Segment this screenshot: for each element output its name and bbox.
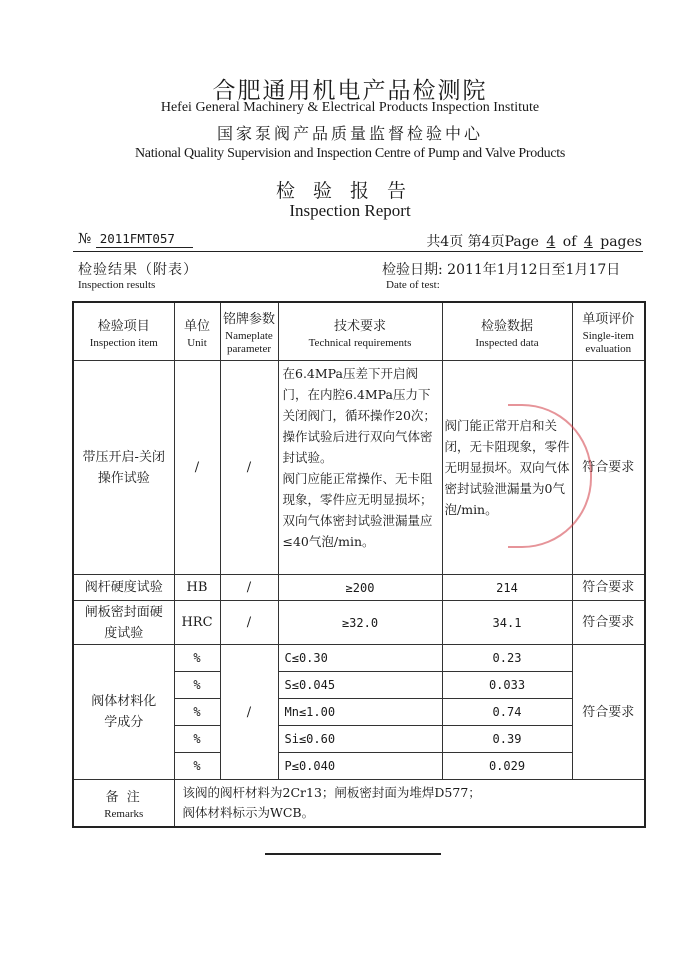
evaluation-cell: 符合要求 xyxy=(572,601,645,645)
page-total: 4 xyxy=(583,234,593,250)
data-cell: 214 xyxy=(442,575,572,601)
results-title-en: Inspection results xyxy=(78,279,156,291)
unit-cell: % xyxy=(174,672,220,699)
header-rule xyxy=(73,251,643,252)
data-cell: 0.23 xyxy=(442,645,572,672)
nameplate-cell: / xyxy=(220,575,278,601)
unit-cell: HRC xyxy=(174,601,220,645)
test-date-en: Date of test: xyxy=(386,279,440,291)
page-counter-cn: 共4页 第4页Page xyxy=(426,234,539,250)
unit-cell: % xyxy=(174,726,220,753)
report-title-cn: 检验报告 xyxy=(275,180,424,202)
institute-name-en: Hefei General Machinery & Electrical Products Inspection Institute xyxy=(160,100,540,115)
end-of-report-line xyxy=(265,853,441,855)
remarks-label-cell xyxy=(73,780,174,828)
data-cell: 阀门能正常开启和关闭，无卡阻现象，零件无明显损坏。双向气体密封试验泄漏量为0气泡/min。 xyxy=(442,361,572,575)
data-cell: 0.74 xyxy=(442,699,572,726)
unit-cell: % xyxy=(174,645,220,672)
report-title-en: Inspection Report xyxy=(289,201,411,220)
item-cell: 阀体材料化学成分 xyxy=(73,645,174,780)
nameplate-cell: / xyxy=(220,601,278,645)
column-header: 技术要求 Technical requirements xyxy=(278,302,442,361)
column-header: 检验数据 Inspected data xyxy=(442,302,572,361)
requirement-text: 阀门应能正常操作、无卡阻现象，零件应无明显损坏； xyxy=(282,471,433,507)
nameplate-cell: / xyxy=(220,645,278,780)
column-header: 单项评价 Single-item evaluation xyxy=(572,302,645,361)
page-counter xyxy=(426,231,642,251)
column-header: 铭牌参数 Nameplate parameter xyxy=(220,302,278,361)
report-number xyxy=(78,231,193,247)
requirement-cell: ≥32.0 xyxy=(278,601,442,645)
page-pages-label: pages xyxy=(600,234,642,250)
page-of-label: of xyxy=(562,234,577,250)
requirement-text: 在6.4MPa压差下开启阀门，在内腔6.4MPa压力下关闭阀门，循环操作20次；操作试验后进行双向气体密封试验。 xyxy=(282,366,436,465)
evaluation-cell: 符合要求 xyxy=(572,575,645,601)
report-number-label: № xyxy=(78,231,92,247)
requirement-text: 双向气体密封试验泄漏量应≤40气泡/min。 xyxy=(282,513,433,549)
item-cell: 带压开启-关闭操作试验 xyxy=(73,361,174,575)
column-header: 单位 Unit xyxy=(174,302,220,361)
data-cell: 0.39 xyxy=(442,726,572,753)
requirement-cell: C≤0.30 xyxy=(278,645,442,672)
unit-cell: HB xyxy=(174,575,220,601)
evaluation-cell: 符合要求 xyxy=(572,361,645,575)
test-date-cn: 检验日期: 2011年1月12日至1月17日 xyxy=(382,262,621,278)
requirement-cell: Mn≤1.00 xyxy=(278,699,442,726)
table-row xyxy=(73,645,645,672)
unit-cell: % xyxy=(174,753,220,780)
requirement-cell: S≤0.045 xyxy=(278,672,442,699)
unit-cell: % xyxy=(174,699,220,726)
requirement-cell: P≤0.040 xyxy=(278,753,442,780)
data-cell: 0.033 xyxy=(442,672,572,699)
institute-name-cn: 合肥通用机电产品检测院 xyxy=(212,78,488,104)
table-row xyxy=(73,601,645,645)
centre-name-cn: 国家泵阀产品质量监督检验中心 xyxy=(216,124,483,143)
page-current: 4 xyxy=(546,234,556,250)
remarks-line: 阀体材料标示为WCB。 xyxy=(182,805,315,820)
data-cell: 34.1 xyxy=(442,601,572,645)
item-cell: 阀杆硬度试验 xyxy=(73,575,174,601)
column-header: 检验项目 Inspection item xyxy=(73,302,174,361)
unit-cell: / xyxy=(174,361,220,575)
inspection-results-table xyxy=(72,301,646,828)
remarks-row xyxy=(73,780,645,828)
item-cell: 闸板密封面硬度试验 xyxy=(73,601,174,645)
remarks-text-cell xyxy=(174,780,645,828)
requirement-cell: Si≤0.60 xyxy=(278,726,442,753)
report-number-value: 2011FMT057 xyxy=(96,231,193,248)
remarks-label-en: Remarks xyxy=(104,808,144,820)
table-header-row xyxy=(73,302,645,361)
nameplate-cell: / xyxy=(220,361,278,575)
evaluation-cell: 符合要求 xyxy=(572,645,645,780)
remarks-label-cn: 备 注 xyxy=(105,790,142,805)
centre-name-en: National Quality Supervision and Inspection Centre of Pump and Valve Products xyxy=(134,146,565,161)
remarks-line: 该阀的阀杆材料为2Cr13；闸板密封面为堆焊D577； xyxy=(182,785,481,800)
results-title-cn: 检验结果（附表） xyxy=(78,262,198,278)
data-cell: 0.029 xyxy=(442,753,572,780)
requirement-cell xyxy=(278,361,442,575)
table-row xyxy=(73,575,645,601)
requirement-cell: ≥200 xyxy=(278,575,442,601)
